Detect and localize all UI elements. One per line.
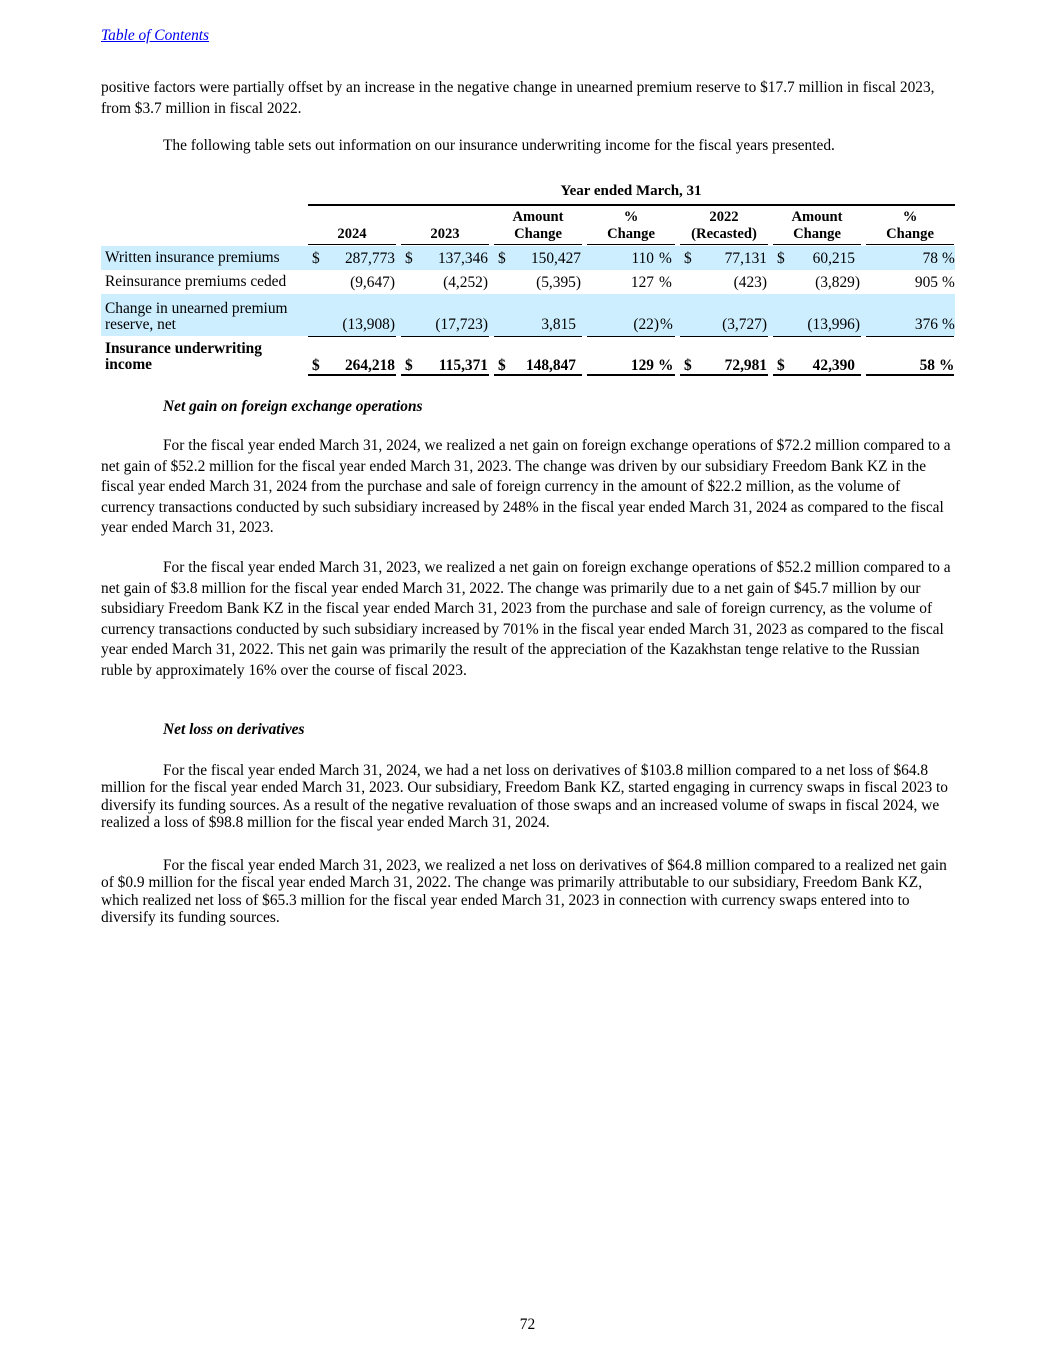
total-rule <box>587 374 675 376</box>
cell-value: (17,723) <box>435 316 488 333</box>
col-header-2024: 2024 <box>337 226 367 242</box>
fx-paragraph-1: For the fiscal year ended March 31, 2024, we realized a net gain on foreign exchange operations of $72.2 million compared to a net gain of $52.2 million for the fiscal year ended March 31, 2023. The change was driven by our subsidiary Freedom Bank KZ in the fiscal year ended March 31, 2024 from the purchase and sale of foreign currency in the amount of $22.2 million, as the volume of currency transactions conducted by such subsidiary increased by 248% in the fiscal year ended March 31, 2024 as compared to the fiscal year ended March 31, 2023. <box>101 437 951 536</box>
header-rule <box>401 244 489 245</box>
total-rule <box>494 374 582 376</box>
total-rule <box>308 374 396 376</box>
cell-value: (3,829) <box>815 274 860 291</box>
cell-value: 127 <box>630 274 654 291</box>
cell-value: (4,252) <box>443 274 488 291</box>
derivatives-paragraph-1: For the fiscal year ended March 31, 2024, we had a net loss on derivatives of $103.8 million compared to a net loss of $64.8 million for the fiscal year ended March 31, 2023. Our subsidiary, Freedom Bank KZ, started engaging in currency swaps in fiscal 2023 to diversify its funding sources. As a result of the negative revaluation of those swaps and an increased volume of swaps in fiscal 2024, we realized a loss of $98.8 million for the fiscal year ended March 31, 2024. <box>101 762 948 831</box>
dollar-sign: $ <box>405 357 413 374</box>
subtotal-rule <box>308 336 396 337</box>
percent-sign: % <box>658 357 674 374</box>
section-heading-fx-operations: Net gain on foreign exchange operations <box>163 398 423 415</box>
dollar-sign: $ <box>777 250 785 267</box>
cell-value: 905 <box>914 274 938 291</box>
cell-value: (13,996) <box>807 316 860 333</box>
dollar-sign: $ <box>498 357 506 374</box>
row-label: Reinsurance premiums ceded <box>105 273 287 290</box>
subtotal-rule <box>866 336 954 337</box>
cell-value: 78 <box>922 250 938 267</box>
total-rule <box>866 374 954 376</box>
percent-sign: % <box>942 274 955 291</box>
col-header-2022-recasted: 2022 (Recasted) <box>691 209 757 242</box>
header-rule <box>680 244 768 245</box>
table-row <box>101 270 955 294</box>
subtotal-rule <box>680 336 768 337</box>
table-row <box>101 294 955 336</box>
col-header-2023: 2023 <box>430 226 460 242</box>
section-heading-derivatives: Net loss on derivatives <box>163 721 305 738</box>
row-label: Change in unearned premium reserve, net <box>105 300 288 333</box>
subtotal-rule <box>401 336 489 337</box>
cell-value: 148,847 <box>525 357 576 374</box>
derivatives-paragraph-2: For the fiscal year ended March 31, 2023, we realized a net loss on derivatives of $64.8 million compared to a realized net gain of $0.9 million for the fiscal year ended March 31, 2022. The change was primarily attributable to our subsidiary, Freedom Bank KZ, which realized net loss of $65.3 million for the fiscal year ended March 31, 2023 in connection with currency swaps entered into to diversify its funding sources. <box>101 857 947 926</box>
table-of-contents-link[interactable]: Table of Contents <box>101 27 210 44</box>
percent-sign: % <box>942 316 955 333</box>
total-rule <box>773 374 861 376</box>
continuation-paragraph: positive factors were partially offset by an increase in the negative change in unearned premium reserve to $17.7 million in fiscal 2023, from $3.7 million in fiscal 2022. <box>101 79 935 117</box>
dollar-sign: $ <box>684 357 692 374</box>
percent-sign: % <box>939 357 955 374</box>
col-header-amount-change-2: Amount Change <box>791 209 843 242</box>
row-label: Insurance underwriting income <box>105 340 262 373</box>
cell-value: (3,727) <box>722 316 767 333</box>
percent-sign: % <box>660 316 673 333</box>
fx-paragraph-2: For the fiscal year ended March 31, 2023, we realized a net gain on foreign exchange operations of $52.2 million compared to a net gain of $3.8 million for the fiscal year ended March 31, 2022. The change was primarily due to a net gain of $45.7 million by our subsidiary Freedom Bank KZ in the fiscal year ended March 31, 2023 from the purchase and sale of foreign currency, as the volume of currency transactions conducted by such subsidiary increased by 701% in the fiscal year ended March 31, 2023 as compared to the fiscal year ended March 31, 2022. This net gain was primarily the result of the appreciation of the Kazakhstan tenge relative to the Russian ruble by approximately 16% over the course of fiscal 2023. <box>101 559 951 679</box>
cell-value: 3,815 <box>541 316 576 333</box>
cell-value: (9,647) <box>350 274 395 291</box>
dollar-sign: $ <box>777 357 785 374</box>
cell-value: 137,346 <box>437 250 488 267</box>
subtotal-rule <box>587 336 675 337</box>
dollar-sign: $ <box>312 250 320 267</box>
super-header-rule <box>308 204 955 206</box>
subtotal-rule <box>773 336 861 337</box>
col-header-pct-change-1: % Change <box>607 209 655 242</box>
col-header-pct-change-2: % Change <box>886 209 934 242</box>
cell-value: 42,390 <box>812 357 855 374</box>
cell-value: 287,773 <box>344 250 395 267</box>
header-rule <box>494 244 582 245</box>
total-rule <box>680 374 768 376</box>
cell-value: 150,427 <box>530 250 581 267</box>
dollar-sign: $ <box>498 250 506 267</box>
cell-value: 376 <box>914 316 938 333</box>
cell-value: (22) <box>633 316 659 333</box>
page-number: 72 <box>519 1316 536 1333</box>
cell-value: 60,215 <box>812 250 855 267</box>
cell-value: (423) <box>733 274 767 291</box>
cell-value: 72,981 <box>724 357 767 374</box>
col-header-amount-change-1: Amount Change <box>512 209 564 242</box>
percent-sign: % <box>942 250 955 267</box>
percent-sign: % <box>659 250 672 267</box>
cell-value: 129 <box>630 357 654 374</box>
header-rule <box>308 244 396 245</box>
cell-value: 115,371 <box>438 357 488 374</box>
cell-value: (5,395) <box>536 274 581 291</box>
header-rule <box>587 244 675 245</box>
header-rule <box>866 244 954 245</box>
cell-value: 110 <box>631 250 654 267</box>
dollar-sign: $ <box>312 357 320 374</box>
cell-value: 77,131 <box>724 250 767 267</box>
cell-value: 264,218 <box>344 357 395 374</box>
cell-value: 58 <box>919 357 935 374</box>
table-super-header: Year ended March, 31 <box>560 183 702 199</box>
cell-value: (13,908) <box>342 316 395 333</box>
header-rule <box>773 244 861 245</box>
dollar-sign: $ <box>684 250 692 267</box>
percent-sign: % <box>659 274 672 291</box>
table-row-total <box>101 338 955 374</box>
subtotal-rule <box>494 336 582 337</box>
dollar-sign: $ <box>405 250 413 267</box>
row-label: Written insurance premiums <box>105 249 280 266</box>
table-intro-paragraph: The following table sets out information on our insurance underwriting income for the fiscal years presented. <box>163 137 835 154</box>
table-row <box>101 246 955 270</box>
total-rule <box>401 374 489 376</box>
